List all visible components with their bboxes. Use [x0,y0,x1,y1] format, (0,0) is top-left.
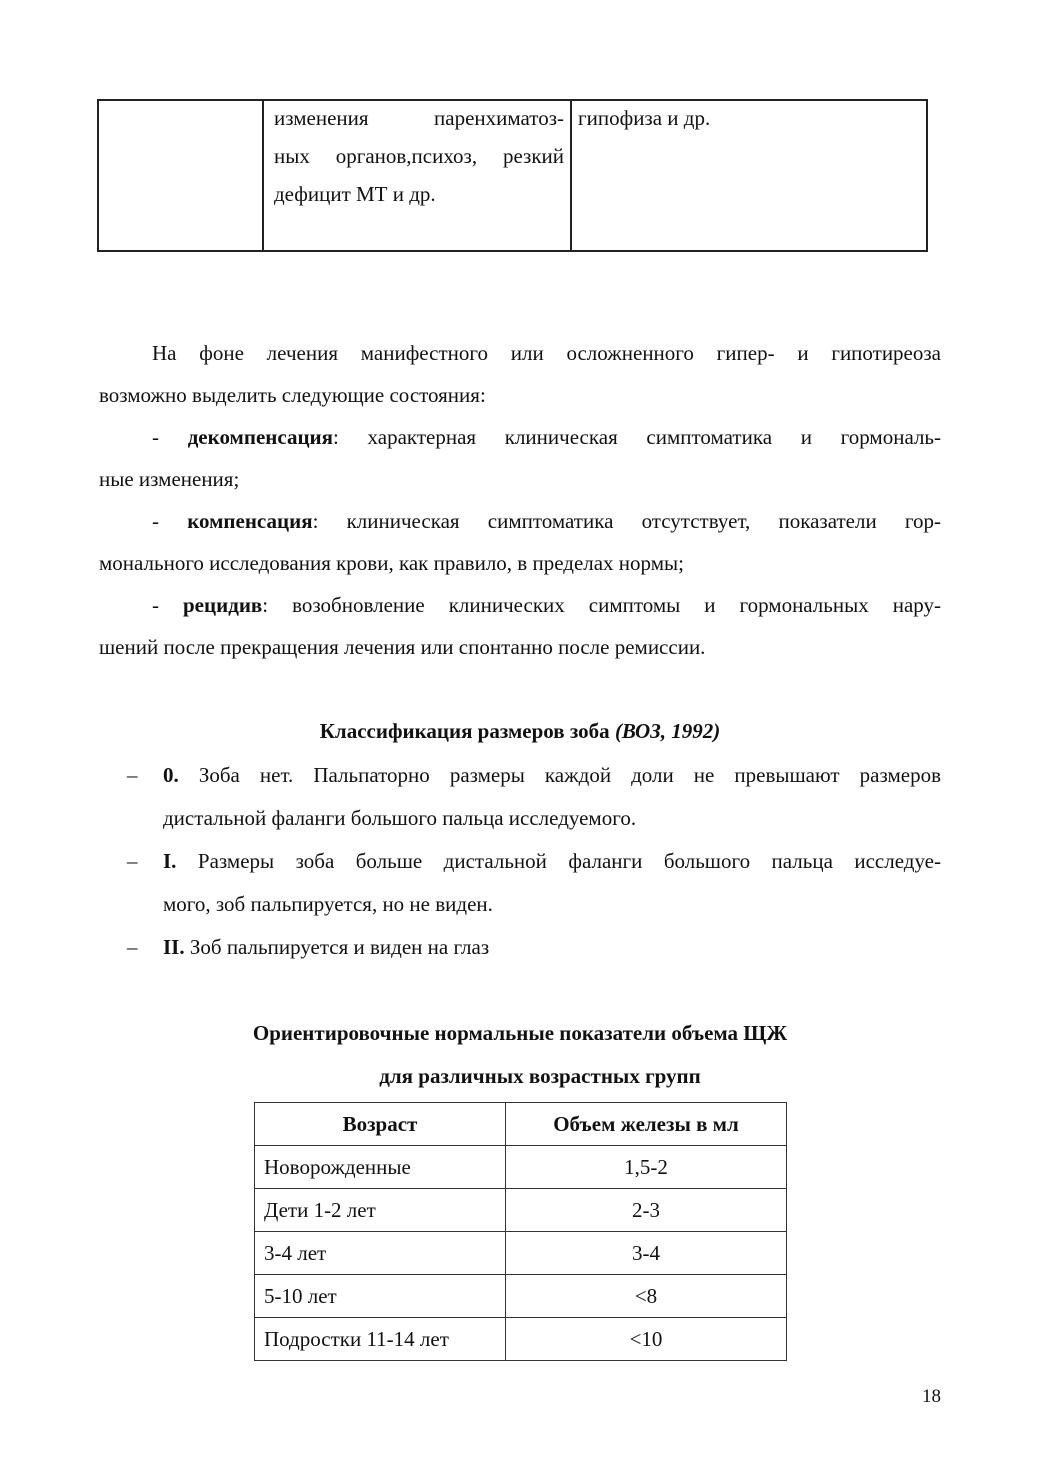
goiter-grade-list [99,754,941,969]
term-relapse: рецидив [183,593,263,617]
age-cell: 5-10 лет [255,1275,506,1318]
table-cell-changes [263,100,571,251]
list-item: – 0. Зоба нет. Пальпаторно размеры каждой доли не превышают размеров дистальной фаланги большого пальца исследуемого. [127,763,941,830]
list-item: – II. Зоб пальпируется и виден на глаз [127,935,490,959]
table-row [98,100,927,251]
term-decompensation: декомпенсация [187,425,334,449]
page-number: 18 [922,1386,941,1407]
intro-paragraph [99,332,941,416]
table-row [255,1232,787,1275]
grade-label: I. [163,849,177,873]
goiter-source: (ВОЗ, 1992) [614,719,721,743]
thyroid-volume-table [254,1102,787,1361]
volume-cell: <10 [506,1318,787,1361]
term-compensation: компенсация [187,509,313,533]
intro-line: возможно выделить следующие состояния: [99,383,486,407]
age-cell: 3-4 лет [255,1232,506,1275]
table-cell-pituitary [571,100,927,251]
goiter-title: Классификация размеров зоба [319,719,610,743]
grade-label: 0. [163,763,179,787]
age-cell: Дети 1-2 лет [255,1189,506,1232]
volume-cell: 1,5-2 [506,1146,787,1189]
cell-line: гипофиза и др. [578,106,711,130]
column-header-volume: Объем железы в мл [506,1103,787,1146]
previous-table-fragment [97,99,928,252]
cell-line: изменения паренхиматоз- [274,106,564,130]
column-header-age: Возраст [255,1103,506,1146]
volume-cell: <8 [506,1275,787,1318]
table-header-row [255,1103,787,1146]
volume-table-title [140,1013,900,1053]
volume-cell: 2-3 [506,1189,787,1232]
table-row [255,1318,787,1361]
volume-title-line: для различных возрастных групп [379,1064,701,1088]
grade-label: II. [163,935,185,959]
cell-line: дефицит МТ и др. [274,182,436,206]
table-row [255,1275,787,1318]
volume-table-subtitle [140,1056,940,1096]
age-cell: Подростки 11-14 лет [255,1318,506,1361]
cell-line: ных органов,психоз, резкий [274,144,564,168]
intro-line: На фоне лечения манифестного или осложненного гипер- и гипотиреоза [152,341,941,365]
table-cell-empty [98,100,263,251]
table-row [255,1146,787,1189]
state-compensation: - компенсация: клиническая симптоматика отсутствует, показатели гор- монального исследования крови, как правило, в пределах нормы; [99,509,941,575]
goiter-classification-heading [99,711,941,751]
state-relapse: - рецидив: возобновление клинических симптомы и гормональных нару- шений после прекращения лечения или спонтанно после ремиссии. [99,593,941,659]
table-row [255,1189,787,1232]
state-decompensation: - декомпенсация: характерная клиническая симптоматика и гормональ- ные изменения; [99,425,941,491]
volume-title-line: Ориентировочные нормальные показатели объема ЩЖ [252,1021,788,1045]
list-item: – I. Размеры зоба больше дистальной фаланги большого пальца исследуе- мого, зоб пальпируется, но не виден. [127,849,941,916]
age-cell: Новорожденные [255,1146,506,1189]
volume-cell: 3-4 [506,1232,787,1275]
